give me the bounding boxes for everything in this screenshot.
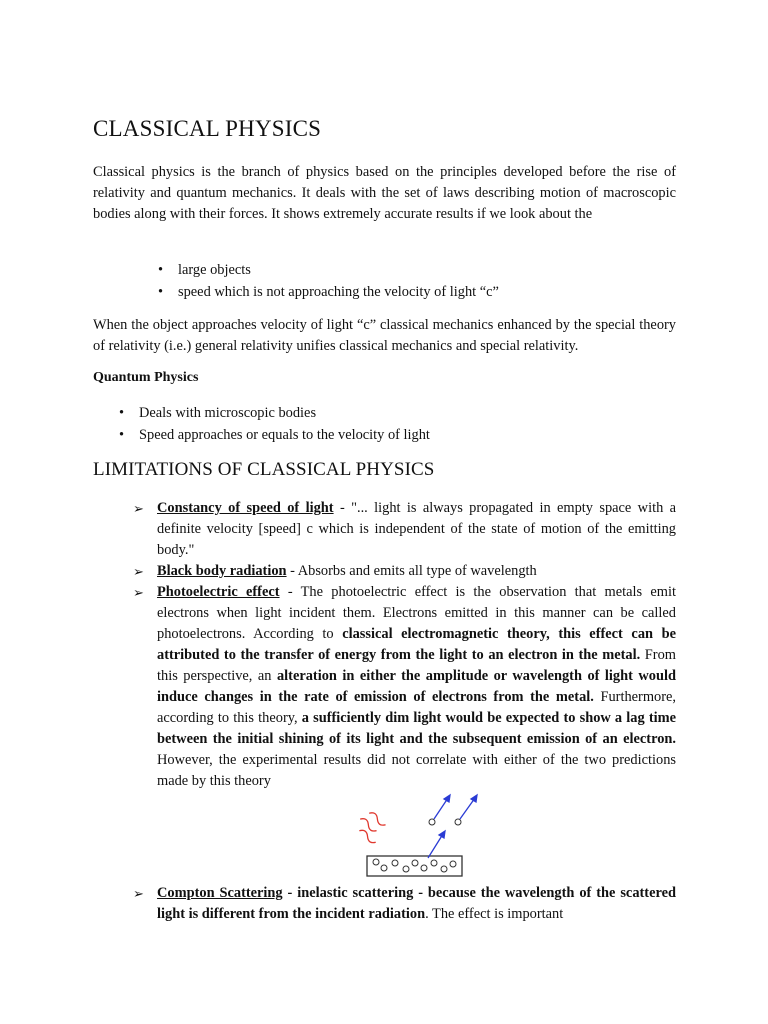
electron-arrows — [428, 795, 477, 858]
limitations-list — [133, 498, 677, 792]
incident-light-wave — [353, 808, 389, 844]
limitation-item: ➢ Constancy of speed of light - "... light is always propagated in empty space with a definite velocity [speed] c which is independent of the state of motion of the emitting body." — [133, 500, 677, 558]
list-item: • Speed approaches or equals to the velocity of light — [139, 424, 430, 446]
limitations-list-continued — [133, 883, 677, 925]
term-label: Compton Scattering — [157, 885, 283, 901]
arrow-bullet-icon: ➢ — [133, 886, 144, 901]
quantum-bullet-list — [119, 402, 430, 446]
bullet-icon: • — [119, 427, 125, 443]
list-item: • Deals with microscopic bodies — [139, 402, 430, 424]
limitation-item: ➢ Photoelectric effect - The photoelectric effect is the observation that metals emit electrons when light incident them. Electrons emitted in this manner can be called photoelectrons. According to classical electromagnetic theory, this effect can be attributed to the transfer of energy from the light to an electron in the metal. From this perspective, an alteration in either the amplitude or wavelength of light would induce changes in the rate of emission of electrons from the metal. Furthermore, according to this theory, a sufficiently dim light would be expected to show a lag time between the initial shining of its light and the subsequent emission of an electron. However, the experimental results did not correlate with either of the two predictions made by this theory — [133, 584, 676, 789]
intro-paragraph: Classical physics is the branch of physics based on the principles developed before the rise of relativity and quantum mechanics. It deals with the set of laws describing motion of macroscopic bodies along with their forces. It shows extremely accurate results if we look about the — [93, 164, 676, 222]
term-label: Photoelectric effect — [157, 584, 280, 600]
list-item: • speed which is not approaching the velocity of light “c” — [178, 281, 499, 303]
bullet-icon: • — [119, 405, 125, 421]
limitation-item: ➢ Black body radiation - Absorbs and emits all type of wavelength — [157, 561, 676, 582]
page-title: CLASSICAL PHYSICS — [93, 116, 322, 141]
arrow-bullet-icon: ➢ — [133, 564, 144, 579]
bullet-icon: • — [158, 262, 164, 278]
quantum-heading: Quantum Physics — [93, 370, 199, 385]
relativity-paragraph: When the object approaches velocity of light “c” classical mechanics enhanced by the special theory of relativity (i.e.) general relativity unifies classical mechanics and special relativity. — [93, 317, 676, 354]
emitted-electrons — [429, 819, 461, 825]
bullet-icon: • — [158, 284, 164, 300]
limitations-heading: LIMITATIONS OF CLASSICAL PHYSICS — [93, 459, 435, 480]
classical-bullet-list — [158, 259, 499, 303]
arrow-bullet-icon: ➢ — [133, 501, 144, 516]
arrow-bullet-icon: ➢ — [133, 585, 144, 600]
photoelectric-diagram — [340, 786, 490, 886]
list-item: • large objects — [178, 259, 499, 281]
limitation-item: ➢ Compton Scattering - inelastic scattering - because the wavelength of the scattered light is different from the incident radiation. The effect is important — [133, 885, 677, 922]
term-label: Constancy of speed of light — [157, 500, 334, 516]
term-label: Black body radiation — [157, 563, 287, 579]
